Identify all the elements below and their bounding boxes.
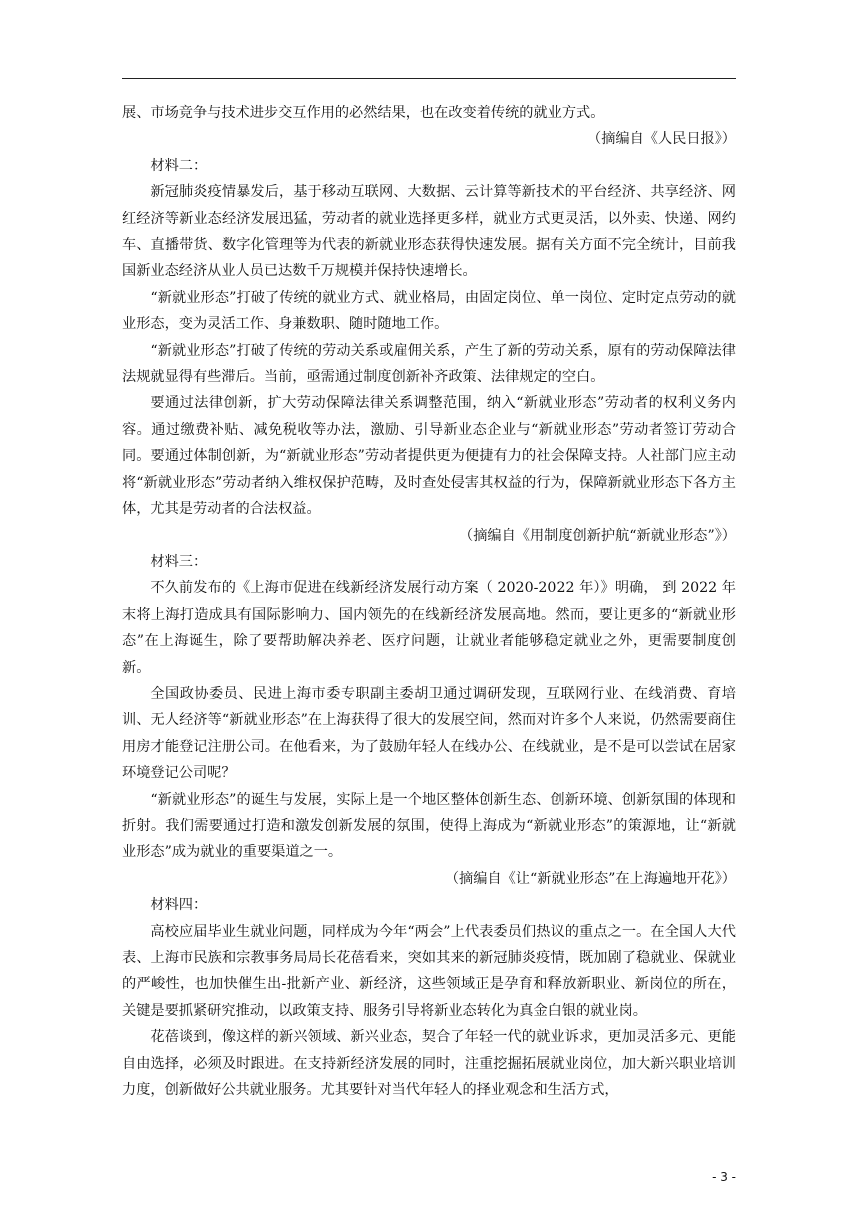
source-citation: （摘编自《用制度创新护航“新就业形态”》）: [459, 527, 736, 544]
paragraph: 高校应届毕业生就业问题，同样成为今年“两会”上代表委员们热议的重点之一。在全国人大代表、上海市民族和宗教事务局局长花蓓看来，突如其来的新冠肺炎疫情，既加剧了稳就业、保就业的严峻性，也加快催生出-批新产业、新经济，这些领域正是孕育和释放新职业、新岗位的所在，关键是要抓紧研究推动，以政策支持、服务引导将新业态转化为真金白银的就业岗。: [122, 923, 736, 1019]
source-citation: （摘编自《让“新就业形态”在上海遍地开花》）: [444, 870, 736, 887]
material-label: 材料四：: [150, 897, 208, 914]
paragraph: 不久前发布的《上海市促进在线新经济发展行动方案（ 2020-2022 年）》明确， 到 2022 年末将上海打造成具有国际影响力、国内领先的在线新经济发展高地。然而，要让更多的“新就业形态”在上海诞生，除了要帮助解决养老、医疗问题，让就业者能够稳定就业之外，更需要制度创新。: [122, 580, 736, 676]
page-number: - 3 -: [712, 1170, 736, 1184]
document-body: [122, 100, 736, 1103]
material-label: 材料二：: [150, 157, 208, 174]
paragraph: “新就业形态”打破了传统的劳动关系或雇佣关系，产生了新的劳动关系，原有的劳动保障法律法规就显得有些滞后。当前，亟需通过制度创新补齐政策、法律规定的空白。: [122, 342, 736, 386]
paragraph: “新就业形态”打破了传统的就业方式、就业格局，由固定岗位、单一岗位、定时定点劳动的就业形态，变为灵活工作、身兼数职、随时随地工作。: [122, 289, 736, 333]
paragraph: 花蓓谈到，像这样的新兴领域、新兴业态，契合了年轻一代的就业诉求，更加灵活多元、更能自由选择，必须及时跟进。在支持新经济发展的同时，注重挖掘拓展就业岗位，加大新兴职业培训力度，创新做好公共就业服务。尤其要针对当代年轻人的择业观念和生活方式，: [122, 1029, 736, 1099]
paragraph: 要通过法律创新，扩大劳动保障法律关系调整范围，纳入“新就业形态”劳动者的权利义务内容。通过缴费补贴、减免税收等办法，激励、引导新业态企业与“新就业形态”劳动者签订劳动合同。要通过体制创新，为“新就业形态”劳动者提供更为便捷有力的社会保障支持。人社部门应主动将“新就业形态”劳动者纳入维权保护范畴，及时查处侵害其权益的行为，保障新就业形态下各方主体，尤其是劳动者的合法权益。: [122, 395, 736, 518]
header-rule: [122, 78, 736, 79]
paragraph: 展、市场竞争与技术进步交互作用的必然结果，也在改变着传统的就业方式。: [122, 105, 605, 121]
material-label: 材料三：: [150, 553, 208, 570]
paragraph: 全国政协委员、民进上海市委专职副主委胡卫通过调研发现，互联网行业、在线消费、育培训、无人经济等“新就业形态”在上海获得了很大的发展空间，然而对许多个人来说，仍然需要商住用房才能登记注册公司。在他看来，为了鼓励年轻人在线办公、在线就业，是不是可以尝试在居家环境登记公司呢？: [122, 685, 736, 782]
paragraph: 新冠肺炎疫情暴发后，基于移动互联网、大数据、云计算等新技术的平台经济、共享经济、网红经济等新业态经济发展迅猛，劳动者的就业选择更多样，就业方式更灵活，以外卖、快递、网约车、直播带货、数字化管理等为代表的新就业形态获得快速发展。据有关方面不完全统计，目前我国新业态经济从业人员已达数千万规模并保持快速增长。: [122, 184, 736, 280]
paragraph: “新就业形态”的诞生与发展，实际上是一个地区整体创新生态、创新环境、创新氛围的体现和折射。我们需要通过打造和激发创新发展的氛围，使得上海成为“新就业形态”的策源地，让“新就业形态”成为就业的重要渠道之一。: [122, 791, 736, 861]
source-citation: （摘编自《人民日报》）: [587, 131, 736, 148]
